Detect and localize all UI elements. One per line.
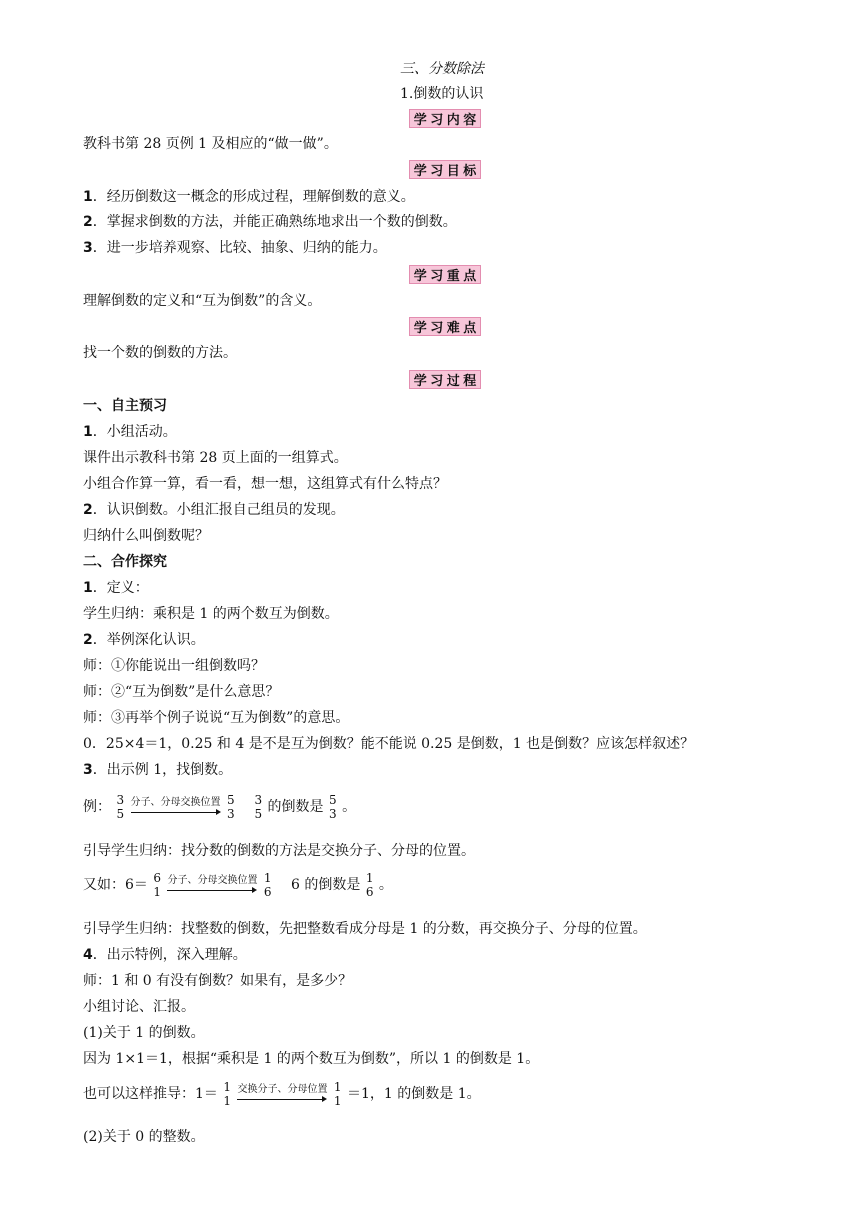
swap-arrow: 分子、分母交换位置 — [131, 797, 221, 817]
section-1-title: 一、自主预习 — [83, 398, 167, 414]
teacher-question: 师：1 和 0 有没有倒数？如果有，是多少？ — [83, 973, 353, 989]
badge-learning-content: 学 习 内 容 — [409, 109, 481, 128]
sec2-step-3: 3．出示例 1，找倒数。 — [83, 762, 233, 778]
sec2-step-2: 2．举例深化认识。 — [83, 632, 205, 648]
example-3-formula: 也可以这样推导：1＝ 1 1 交换分子、分母位置 1 1 ＝1，1 的倒数是 1。 — [83, 1080, 481, 1108]
badge-difficult-point: 学 习 难 点 — [409, 317, 481, 336]
sec1-step-1: 1．小组活动。 — [83, 424, 177, 440]
difficult-point-text: 找一个数的倒数的方法。 — [83, 345, 237, 361]
badge-key-point: 学 习 重 点 — [409, 265, 481, 284]
sec1-step-2: 2．认识倒数。小组汇报自己组员的发现。 — [83, 502, 345, 518]
sec2-paragraph: 小组讨论、汇报。 — [83, 999, 195, 1015]
sec1-paragraph: 课件出示教科书第 28 页上面的一组算式。 — [83, 450, 348, 466]
arrow-icon — [237, 1096, 327, 1104]
badge-learning-process: 学 习 过 程 — [409, 370, 481, 389]
sec2-paragraph: (2)关于 0 的整数。 — [83, 1129, 205, 1145]
example-1-formula: 例： 3 5 分子、分母交换位置 5 3 3 5 的倒数是 5 3 。 — [83, 793, 357, 821]
sec2-paragraph: 学生归纳：乘积是 1 的两个数互为倒数。 — [83, 606, 339, 622]
section-2-title: 二、合作探究 — [83, 554, 167, 570]
goal-item-1: 1．经历倒数这一概念的形成过程，理解倒数的意义。 — [83, 189, 415, 205]
teacher-question: 师：③再举个例子说说“互为倒数”的意思。 — [83, 710, 350, 726]
sec2-paragraph: 引导学生归纳：找分数的倒数的方法是交换分子、分母的位置。 — [83, 843, 475, 859]
fraction: 1 1 — [333, 1080, 342, 1108]
fraction: 1 6 — [365, 871, 374, 899]
fraction: 5 3 — [329, 793, 337, 821]
sec2-paragraph: 0．25×4＝1，0.25 和 4 是不是互为倒数？能不能说 0.25 是倒数，1 也是倒数？应该怎样叙述？ — [83, 736, 695, 752]
key-point-text: 理解倒数的定义和“互为倒数”的含义。 — [83, 293, 322, 309]
chapter-title: 三、分数除法 — [400, 61, 484, 77]
sec2-step-4: 4．出示特例，深入理解。 — [83, 947, 247, 963]
example-2-formula: 又如：6＝ 6 1 分子、分母交换位置 1 6 6 的倒数是 1 6 。 — [83, 871, 393, 899]
fraction: 3 5 — [254, 793, 263, 821]
sec1-paragraph: 归纳什么叫倒数呢？ — [83, 528, 209, 544]
swap-arrow: 分子、分母交换位置 — [167, 875, 257, 895]
fraction: 1 6 — [263, 871, 272, 899]
badge-learning-goals: 学 习 目 标 — [409, 160, 481, 179]
fraction: 6 1 — [153, 871, 162, 899]
sec1-paragraph: 小组合作算一算，看一看，想一想，这组算式有什么特点？ — [83, 476, 447, 492]
fraction: 5 3 — [227, 793, 235, 821]
fraction: 1 1 — [223, 1080, 232, 1108]
sec2-paragraph: 引导学生归纳：找整数的倒数，先把整数看成分母是 1 的分数，再交换分子、分母的位置。 — [83, 921, 647, 937]
teacher-question: 师：①你能说出一组倒数吗？ — [83, 658, 265, 674]
sec2-paragraph: 因为 1×1＝1，根据“乘积是 1 的两个数互为倒数”，所以 1 的倒数是 1。 — [83, 1051, 540, 1067]
arrow-icon — [167, 887, 257, 895]
goal-item-2: 2．掌握求倒数的方法，并能正确熟练地求出一个数的倒数。 — [83, 214, 457, 230]
swap-arrow: 交换分子、分母位置 — [237, 1084, 327, 1104]
arrow-icon — [131, 809, 221, 817]
lesson-title: 1.倒数的认识 — [400, 86, 484, 102]
sec2-step-1: 1．定义： — [83, 580, 149, 596]
fraction: 3 5 — [116, 793, 125, 821]
sec2-paragraph: (1)关于 1 的倒数。 — [83, 1025, 205, 1041]
goal-item-3: 3．进一步培养观察、比较、抽象、归纳的能力。 — [83, 240, 387, 256]
teacher-question: 师：②“互为倒数”是什么意思？ — [83, 684, 280, 700]
content-text: 教科书第 28 页例 1 及相应的“做一做”。 — [83, 136, 338, 152]
